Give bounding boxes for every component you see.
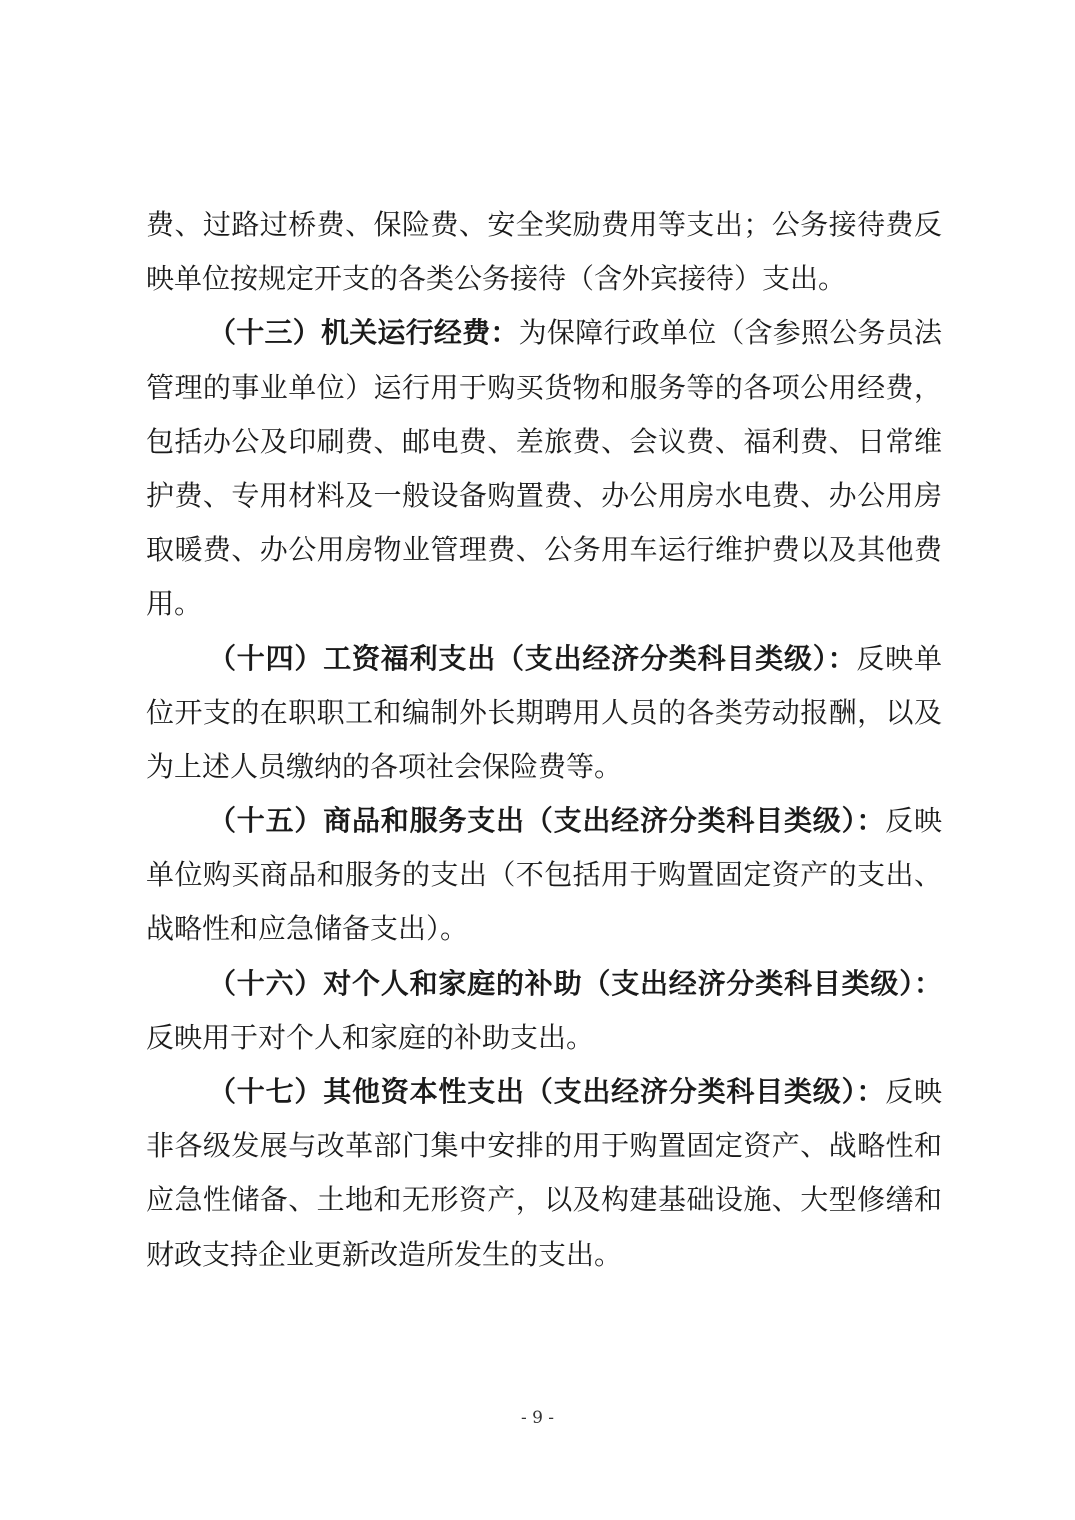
text-line: 非各级发展与改革部门集中安排的用于购置固定资产、战略性和: [146, 1129, 942, 1163]
section-heading: （十五）商品和服务支出（支出经济分类科目类级）：: [208, 804, 886, 838]
text-line: 管理的事业单位）运行用于购买货物和服务等的各项公用经费，: [146, 370, 942, 404]
text-line: 位开支的在职职工和编制外长期聘用人员的各类劳动报酬，以及: [146, 695, 942, 729]
text-line: 护费、专用材料及一般设备购置费、办公用房水电费、办公用房: [146, 478, 942, 512]
text-line: 反映用于对个人和家庭的补助支出。: [146, 1020, 595, 1054]
section-heading-line: （十七）其他资本性支出（支出经济分类科目类级）：反映: [208, 1075, 942, 1108]
section-heading-line: （十五）商品和服务支出（支出经济分类科目类级）：反映: [208, 804, 942, 838]
text-line: 包括办公及印刷费、邮电费、差旅费、会议费、福利费、日常维: [146, 424, 942, 458]
section-heading: （十六）对个人和家庭的补助（支出经济分类科目类级）：: [208, 966, 942, 1000]
text-line: 单位购买商品和服务的支出（不包括用于购置固定资产的支出、: [146, 858, 942, 892]
text-line: 应急性储备、土地和无形资产，以及构建基础设施、大型修缮和: [146, 1183, 942, 1217]
section-heading: （十七）其他资本性支出（支出经济分类科目类级）：: [208, 1075, 886, 1108]
section-heading-line: （十三）机关运行经费：为保障行政单位（含参照公务员法: [208, 316, 942, 350]
text-line: 费、过路过桥费、保险费、安全奖励费用等支出；公务接待费反: [146, 208, 942, 241]
text-line: 取暖费、办公用房物业管理费、公务用车运行维护费以及其他费: [146, 533, 942, 567]
section-heading: （十四）工资福利支出（支出经济分类科目类级）：: [208, 641, 857, 675]
section-heading: （十三）机关运行经费：: [208, 316, 519, 350]
section-heading-line: （十四）工资福利支出（支出经济分类科目类级）：反映单: [208, 641, 942, 675]
text-line: 战略性和应急储备支出）。: [146, 912, 469, 946]
section-heading-line: [146, 957, 942, 1011]
text-line: 用。: [146, 587, 203, 621]
text-line: 映单位按规定开支的各类公务接待（含外宾接待）支出。: [146, 262, 847, 296]
text-line: 为上述人员缴纳的各项社会保险费等。: [146, 749, 623, 783]
text-line: 财政支持企业更新改造所发生的支出。: [146, 1237, 623, 1271]
page-number: - 9 -: [520, 1408, 555, 1428]
body-text: [146, 198, 946, 1282]
